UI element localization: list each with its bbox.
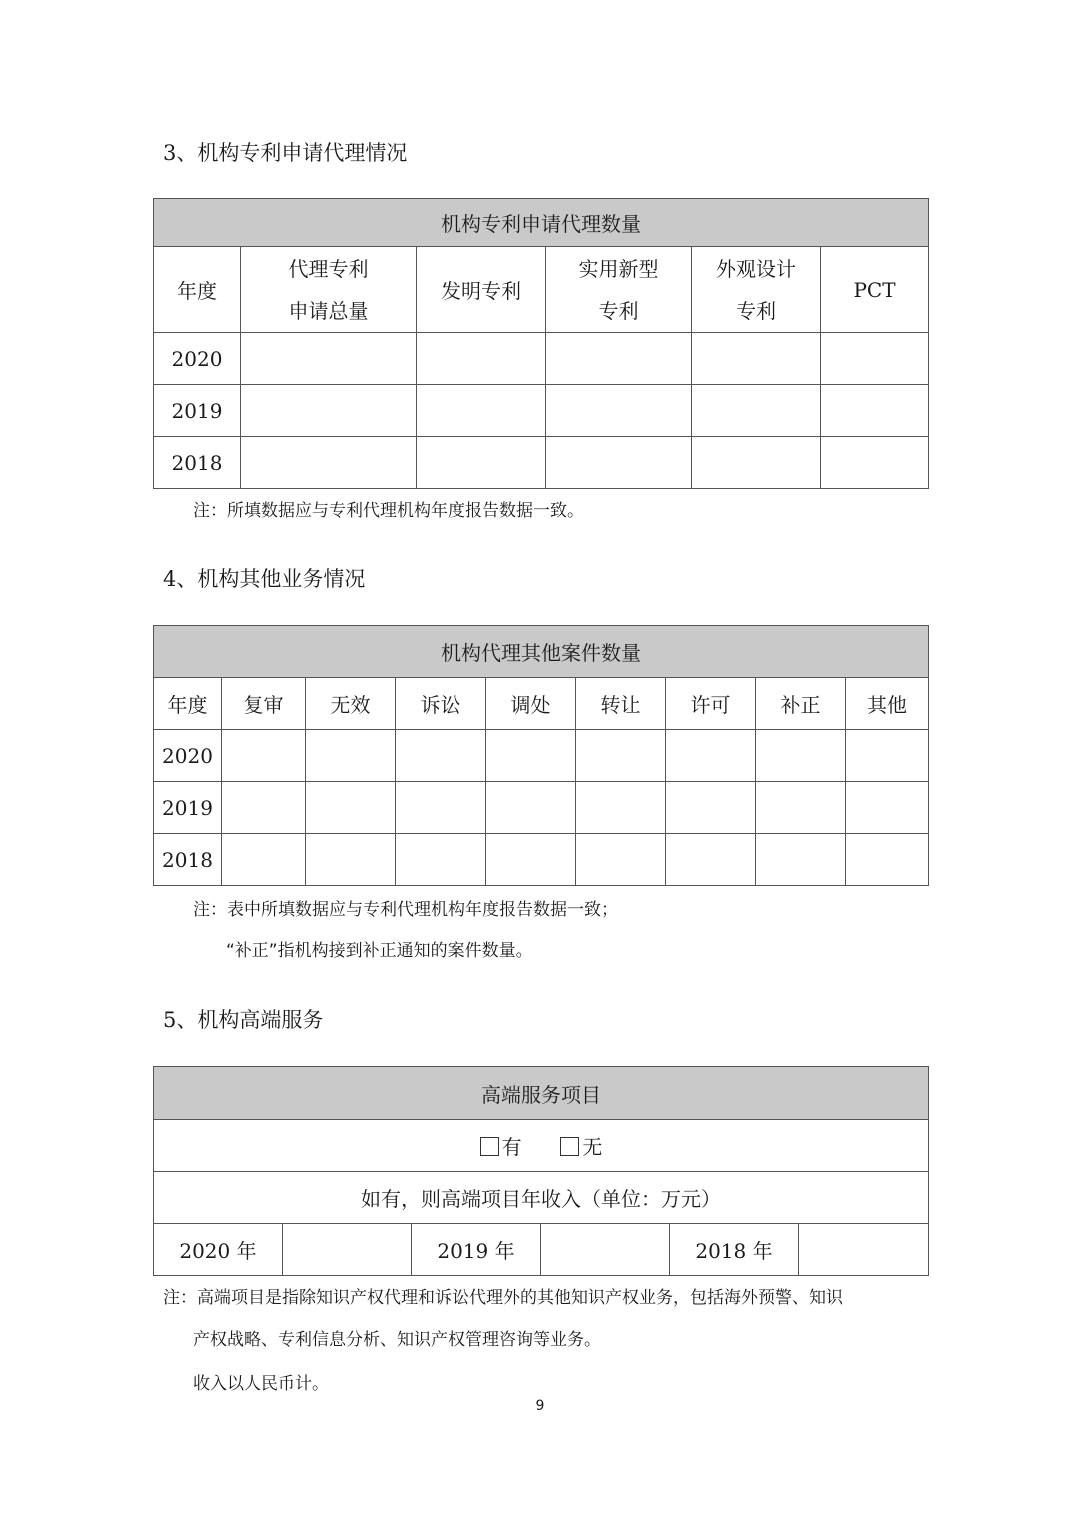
section-5-heading: 5、机构高端服务 xyxy=(163,1008,324,1032)
option-yes-label: 有 xyxy=(501,1135,522,1159)
header-invention: 发明专利 xyxy=(417,247,546,333)
high-end-services-table xyxy=(153,1066,929,1276)
section-4-note-line2: “补正”指机构接到补正通知的案件数量。 xyxy=(226,941,533,961)
section-5-note-line2: 产权战略、专利信息分析、知识产权管理咨询等业务。 xyxy=(193,1330,601,1350)
data-cell[interactable] xyxy=(546,437,692,489)
checkbox-yes[interactable] xyxy=(480,1137,499,1156)
section-5-note-line3: 收入以人民币计。 xyxy=(193,1374,329,1394)
data-cell[interactable] xyxy=(486,834,576,886)
data-cell[interactable] xyxy=(846,782,929,834)
table-title: 机构代理其他案件数量 xyxy=(154,626,929,678)
data-cell[interactable] xyxy=(222,730,306,782)
header-year: 年度 xyxy=(154,247,241,333)
data-cell[interactable] xyxy=(241,437,417,489)
table-row xyxy=(154,834,929,886)
data-cell[interactable] xyxy=(241,385,417,437)
year-cell: 2018 xyxy=(154,437,241,489)
data-cell[interactable] xyxy=(396,730,486,782)
income-cell[interactable] xyxy=(283,1224,412,1276)
header-total: 代理专利 申请总量 xyxy=(241,247,417,333)
data-cell[interactable] xyxy=(692,385,821,437)
checkbox-no[interactable] xyxy=(560,1137,579,1156)
table-row xyxy=(154,1224,929,1276)
data-cell[interactable] xyxy=(417,385,546,437)
data-cell[interactable] xyxy=(546,385,692,437)
header-invalidation: 无效 xyxy=(306,678,396,730)
header-other: 其他 xyxy=(846,678,929,730)
page-number: 9 xyxy=(535,1398,545,1414)
data-cell[interactable] xyxy=(692,437,821,489)
section-4-heading: 4、机构其他业务情况 xyxy=(163,567,366,591)
header-year: 年度 xyxy=(154,678,222,730)
section-4-note-line1: 注：表中所填数据应与专利代理机构年度报告数据一致； xyxy=(193,900,618,920)
table-row xyxy=(154,437,929,489)
data-cell[interactable] xyxy=(222,782,306,834)
data-cell[interactable] xyxy=(576,730,666,782)
income-cell[interactable] xyxy=(799,1224,929,1276)
section-3-heading: 3、机构专利申请代理情况 xyxy=(163,141,408,165)
other-cases-table xyxy=(153,625,929,886)
data-cell[interactable] xyxy=(241,333,417,385)
section-5-note-line1: 注：高端项目是指除知识产权代理和诉讼代理外的其他知识产权业务，包括海外预警、知识 xyxy=(163,1288,843,1308)
year-cell: 2018 xyxy=(154,834,222,886)
table-row xyxy=(154,782,929,834)
has-services-options xyxy=(154,1120,929,1172)
data-cell[interactable] xyxy=(576,782,666,834)
data-cell[interactable] xyxy=(756,782,846,834)
data-cell[interactable] xyxy=(821,437,929,489)
option-no[interactable] xyxy=(560,1135,602,1159)
header-litigation: 诉讼 xyxy=(396,678,486,730)
table-row xyxy=(154,333,929,385)
header-correction: 补正 xyxy=(756,678,846,730)
year-cell: 2019 xyxy=(154,385,241,437)
data-cell[interactable] xyxy=(846,834,929,886)
table-row xyxy=(154,730,929,782)
data-cell[interactable] xyxy=(222,834,306,886)
income-cell[interactable] xyxy=(541,1224,670,1276)
data-cell[interactable] xyxy=(396,782,486,834)
patent-agency-table xyxy=(153,198,929,489)
data-cell[interactable] xyxy=(821,333,929,385)
data-cell[interactable] xyxy=(306,730,396,782)
section-3-note: 注：所填数据应与专利代理机构年度报告数据一致。 xyxy=(193,501,584,521)
year-label: 2019 年 xyxy=(412,1224,541,1276)
header-reexamination: 复审 xyxy=(222,678,306,730)
data-cell[interactable] xyxy=(692,333,821,385)
data-cell[interactable] xyxy=(417,333,546,385)
header-transfer: 转让 xyxy=(576,678,666,730)
table-title: 高端服务项目 xyxy=(154,1067,929,1120)
data-cell[interactable] xyxy=(306,782,396,834)
data-cell[interactable] xyxy=(846,730,929,782)
data-cell[interactable] xyxy=(486,782,576,834)
table-title: 机构专利申请代理数量 xyxy=(154,199,929,247)
data-cell[interactable] xyxy=(486,730,576,782)
table-row xyxy=(154,385,929,437)
header-license: 许可 xyxy=(666,678,756,730)
data-cell[interactable] xyxy=(306,834,396,886)
data-cell[interactable] xyxy=(821,385,929,437)
income-label: 如有，则高端项目年收入（单位：万元） xyxy=(154,1172,929,1224)
year-label: 2020 年 xyxy=(154,1224,283,1276)
data-cell[interactable] xyxy=(756,730,846,782)
header-utility: 实用新型 专利 xyxy=(546,247,692,333)
data-cell[interactable] xyxy=(396,834,486,886)
data-cell[interactable] xyxy=(666,782,756,834)
data-cell[interactable] xyxy=(666,730,756,782)
data-cell[interactable] xyxy=(666,834,756,886)
data-cell[interactable] xyxy=(417,437,546,489)
data-cell[interactable] xyxy=(576,834,666,886)
year-cell: 2019 xyxy=(154,782,222,834)
data-cell[interactable] xyxy=(546,333,692,385)
option-yes[interactable] xyxy=(480,1135,522,1159)
year-label: 2018 年 xyxy=(670,1224,799,1276)
data-cell[interactable] xyxy=(756,834,846,886)
year-cell: 2020 xyxy=(154,333,241,385)
option-no-label: 无 xyxy=(582,1135,603,1159)
header-design: 外观设计 专利 xyxy=(692,247,821,333)
year-cell: 2020 xyxy=(154,730,222,782)
header-pct: PCT xyxy=(821,247,929,333)
header-mediation: 调处 xyxy=(486,678,576,730)
